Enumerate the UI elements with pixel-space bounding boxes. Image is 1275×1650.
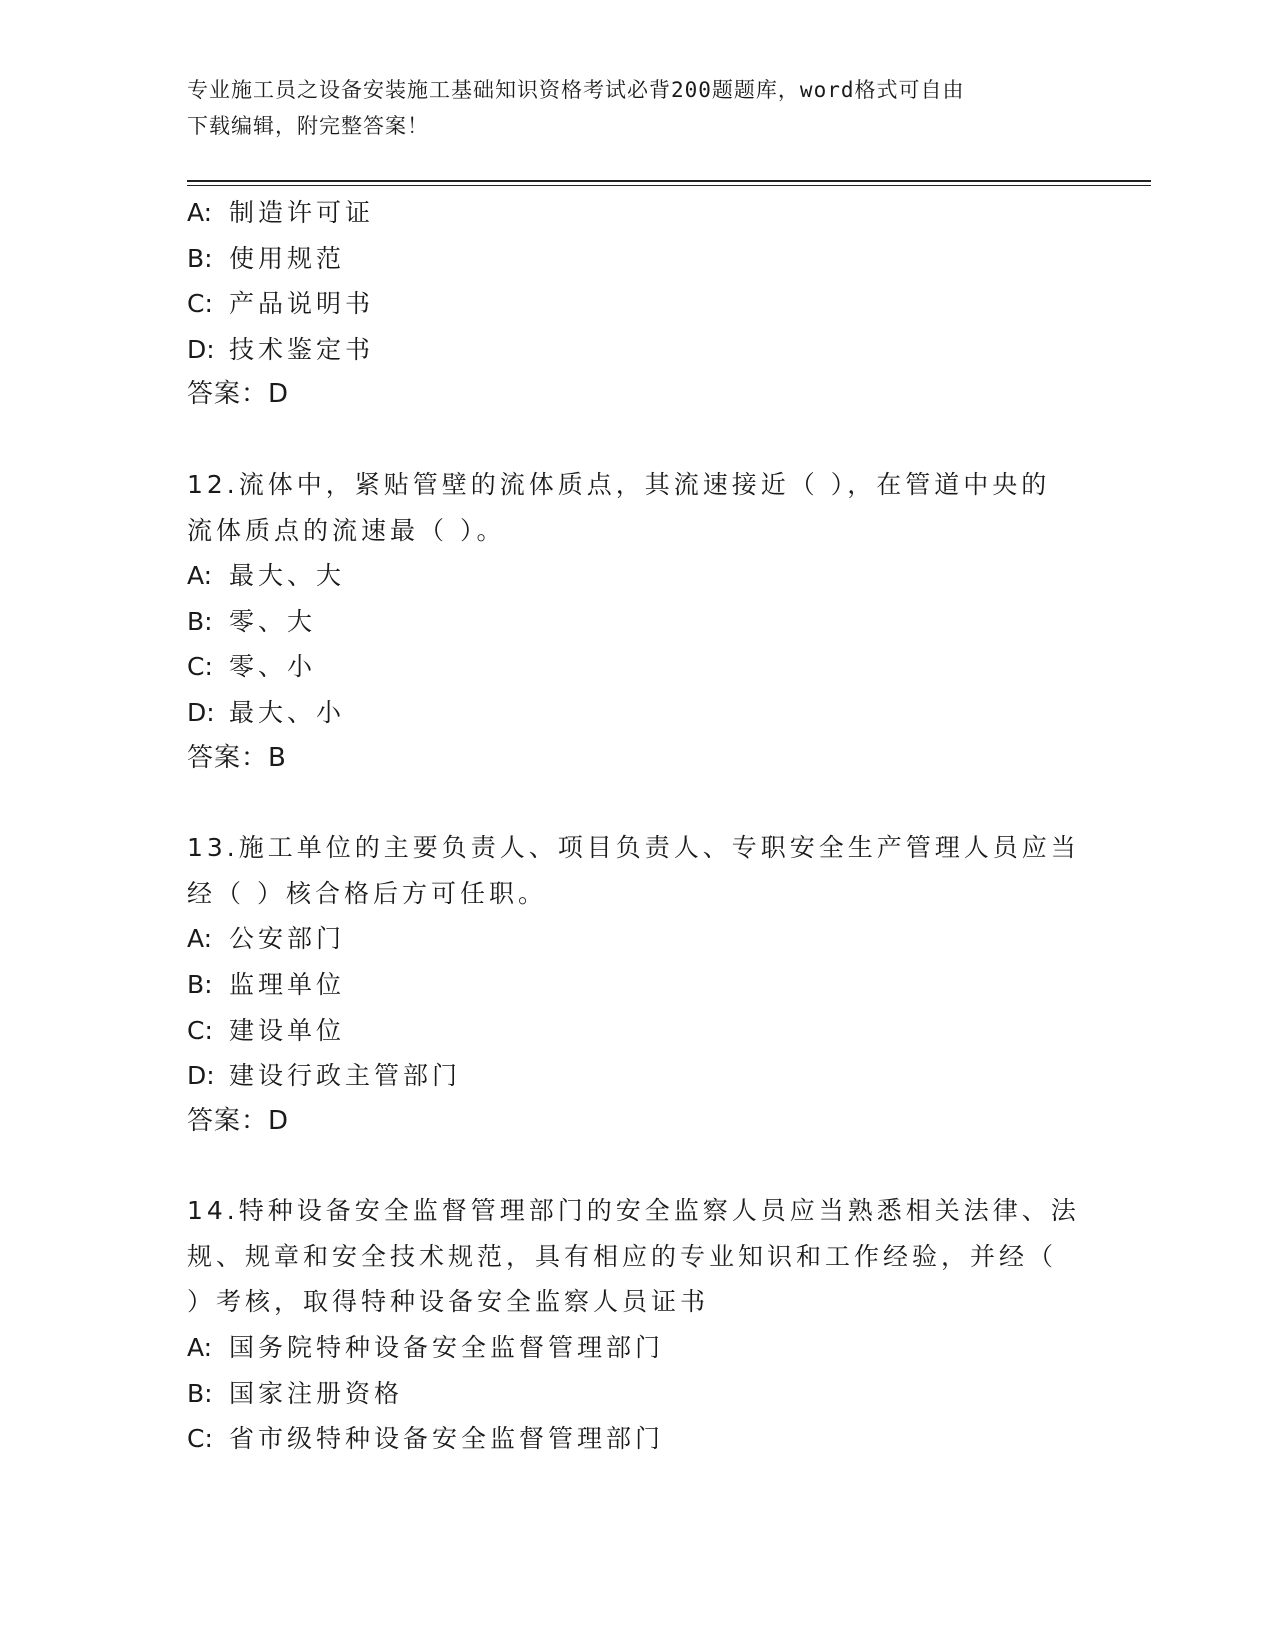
document-header [187,72,1087,144]
header-divider-thin [187,185,1151,186]
option-a: A: 公安部门 [187,924,346,954]
question-12 [187,462,1087,781]
option-d: D: 技术鉴定书 [187,334,375,364]
answer: 答案：D [187,1105,290,1136]
question-11 [187,190,1087,418]
option-b: B: 国家注册资格 [187,1378,404,1408]
option-a: A: 最大、大 [187,561,346,591]
option-a: A: 制造许可证 [187,198,375,227]
option-a: A: 国务院特种设备安全监督管理部门 [187,1333,665,1363]
option-d: D: 最大、小 [187,697,346,727]
question-stem-line-1: 12.流体中，紧贴管壁的流体质点，其流速接近（ ），在管道中央的 [187,469,1051,499]
option-c: C: 省市级特种设备安全监督管理部门 [187,1424,665,1454]
header-line-1: 专业施工员之设备安装施工基础知识资格考试必背200题题库，word格式可自由 [187,78,965,102]
answer: 答案：B [187,742,287,773]
option-b: B: 零、大 [187,606,317,636]
question-stem-line-2: 规、规章和安全技术规范，具有相应的专业知识和工作经验，并经（ [187,1241,1058,1271]
question-stem-line-1: 13.施工单位的主要负责人、项目负责人、专职安全生产管理人员应当 [187,833,1080,863]
document-body [187,190,1087,1462]
header-line-2: 下载编辑，附完整答案！ [187,114,429,138]
option-d: D: 建设行政主管部门 [187,1061,462,1091]
header-divider-thick [187,180,1151,182]
question-stem-line-2: 流体质点的流速最（ ）。 [187,515,506,545]
option-b: B: 监理单位 [187,969,346,999]
option-c: C: 零、小 [187,652,317,682]
question-stem-line-2: 经（ ）核合格后方可任职。 [187,878,547,908]
option-b: B: 使用规范 [187,243,346,273]
question-stem-line-1: 14.特种设备安全监督管理部门的安全监察人员应当熟悉相关法律、法 [187,1196,1080,1226]
option-c: C: 建设单位 [187,1015,346,1045]
question-14 [187,1188,1087,1462]
question-13 [187,825,1087,1144]
answer: 答案：D [187,379,290,410]
option-c: C: 产品说明书 [187,289,375,319]
question-stem-line-3: ）考核，取得特种设备安全监察人员证书 [187,1287,710,1317]
